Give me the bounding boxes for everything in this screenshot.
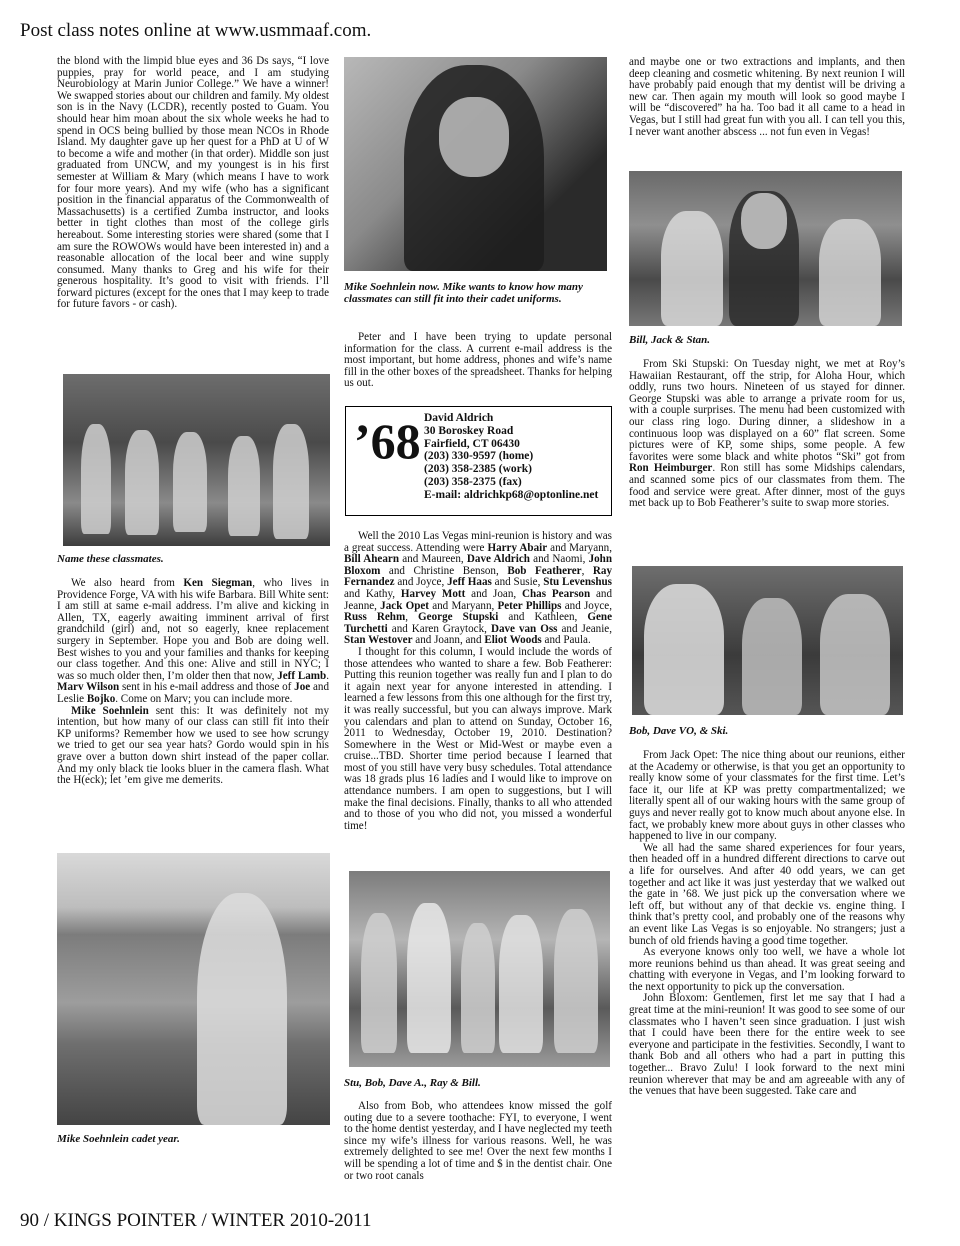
paragraph: From Jack Opet: The nice thing about our reunions, either at the Academy or otherwise, is that you get an opportunity to really know some of your classmates for the first time. Let’s face it, our life at KP was pretty compartmentalized; we literally spent all of our waking hours with the same group of guys and never really got to know much about anyone else. In fact, we probably knew more about guys in other classes who happened to live in our company. <box>629 749 905 843</box>
class-contact-box <box>345 406 612 516</box>
paragraph: and maybe one or two extractions and implants, and then deep cleaning and cosmetic whitening. By next reunion I will have probably paid enough that my dentist will be driving a new car. Then again my mouth will look so good maybe I will be “discovered” ha ha. Too bad it all came to a head in Vegas, but I still had great fun with you all. I can tell you this, I never want another abscess ... not fun even in Vegas! <box>629 56 905 138</box>
class-year: ’68 <box>354 413 421 469</box>
photo-caption: Bill, Jack & Stan. <box>629 334 710 346</box>
column-1-mid-text <box>57 578 329 787</box>
page-footer: 90 / KINGS POINTER / WINTER 2010-2011 <box>20 1210 372 1231</box>
photo-bob-dave-ski <box>632 566 903 715</box>
paragraph: Peter and I have been trying to update personal information for the class. A current e-mail address is the most important, but home address, phones and wife’s name fill in the other boxes of the spreadsheet. Thanks for helping us out. <box>344 331 612 390</box>
paragraph: We all had the same shared experiences for four years, then headed off in a hundred different directions to carve out a life for ourselves. And after 40 odd years, we can get together and act like it was just yesterday that we walked out the gate in ’68. We just pick up the conversation where we left off, but without any of that deckie vs. engine thing. I think that’s pretty cool, and probably one of the reasons why an event like Las Vegas is so enjoyable. No strangers; just a bunch of old friends having a good time together. <box>629 841 905 947</box>
email-address: E-mail: aldrichkp68@optonline.net <box>424 488 599 501</box>
column-2-text-b <box>344 531 612 832</box>
paragraph: John Bloxom: Gentlemen, first let me say that I had a great time at the mini-reunion! It was good to see some of our classmates who I haven’t seen since graduation. I just wish that I could have been there for the entire week to see everyone and participate in the festivities. Secondly, I want to thank Bob and all others who had a part in putting this together... Bravo Zulu! I look forward to the next mini reunion wherever that may be and am agreeable with any of the venues that have been suggested. Take care and <box>629 992 905 1098</box>
photo-caption: Bob, Dave VO, & Ski. <box>629 725 729 737</box>
column-2-text-c <box>344 1101 612 1182</box>
column-1-top-text <box>57 56 329 311</box>
photo-caption: Name these classmates. <box>57 553 164 565</box>
photo-bill-jack-stan <box>629 171 902 326</box>
paragraph: As everyone knows only too well, we have a whole lot more reunions behind us than ahead. It was great seeing and chatting with everyone in Vegas, and I’m looking forward to the next opportunity to pick up the conversation. <box>629 946 905 993</box>
column-3-text-a <box>629 57 905 138</box>
paragraph: We also heard from Ken Siegman, who lives in Providence Forge, VA with his wife Barbara. Bill White sent: I am still at same e-mail address. I’m alive and kicking in Allen, TX, eagerly awaiting imminent arrival of first grandchild (girl) and, not so eagerly, knee replacement surgery in September. Hope you and Bob are doing well. Best wishes to you and your families and thanks for keeping our class together. And this one: Alive and still in NYC; I was so much older then, I’m older then that now, Jeff Lamb. Marv Wilson sent in his e-mail address and those of Joe and Leslie Bojko. Come on Marv; you can include more. <box>57 577 330 705</box>
photo-cadet-year <box>57 853 330 1125</box>
paragraph: the blond with the limpid blue eyes and 36 Ds says, “I love puppies, pray for world peace, and I am studying Neurobiology at Marin Junior College.” We have a winner! We swapped stories about our children and family. My oldest son is in the Navy (LCDR), recently posted to Guam. You should hear him moan about the six whole weeks he had to spend in OCS being bullied by those mean NCOs in Rhode Island. My daughter gave up her quest for a PhD at U of W to become a wife and mother (in that order). Middle son just graduated from UNCW, and my youngest is in his first semester at William & Mary (which means I have to work for four more years). And my wife (who has a significant position in the financial apparatus of the Commonwealth of Massachusetts) is a certified Zumba instructor, and looks better in tight clothes than most of the college girls hereabout. Some interesting stories were shared (some that I am sure the ROWOWs would have been interested in) and a reasonable allocation of the local beer and wine supply consumed. Many thanks to Greg and his wife for their generous hospitality. It’s good to visit with friends. I’ll forward pictures (except for the ones that I may keep to trade for future favors - or cash). <box>57 55 329 311</box>
paragraph: Also from Bob, who attendees know missed the golf outing due to a severe toothache: FYI, to everyone, I went to the home dentist yesterday, and I have neglected my teeth since my wife’s illness for various reasons. Well, he was extremely delighted to see me! Over the next few months I will be spending a lot of time and $ in the dentist chair. One or two root canals <box>344 1100 612 1182</box>
paragraph: Mike Soehnlein sent this: It was definitely not my intention, but how many of our class can still fit into their KP uniforms? Remember how we used to see how scrungy we tried to get our sea year hats? Gordo would spin in his grave over a button down shirt instead of the paper collar. And my only black tie looks bluer in the camera flash. What the H(eck); let ’em give me demerits. <box>57 704 329 787</box>
group-photo-golf <box>349 871 610 1067</box>
photo-mike-now <box>344 57 607 271</box>
class-contact-info: David Aldrich 30 Boroskey Road Fairfield, CT 06430 (203) 330-9597 (home) (203) 358-2385 (work) (203) 358-2375 (fax) E-mail: aldrichkp68@optonline.net <box>424 412 599 501</box>
photo-caption: Stu, Bob, Dave A., Ray & Bill. <box>344 1077 481 1089</box>
photo-caption: Mike Soehnlein now. Mike wants to know how many classmates can still fit into their cadet uniforms. <box>344 281 583 305</box>
paragraph: From Ski Stupski: On Tuesday night, we met at Roy’s Hawaiian Restaurant, off the strip, for Aloha Hour, which oddly, runs two hours. Nineteen of us stayed for dinner. George Stupski was able to arrange a private room for us, with a couple surprises. The menu had been customized with our class ring logo. During dinner, a slideshow in a continuous loop was displayed on a 60” flat screen. Some pictures were of KP, some ships, some people. A few favorites were some black and white photos “Ski” got from Ron Heimburger. Ron still has some Midships calendars, and scanned some pics of our classmates from them. The food and service were great. After dinner, most of the guys met back up to Bob Featherer’s suite to swap more stories. <box>629 358 905 510</box>
column-2-text-a <box>344 332 612 390</box>
paragraph: Well the 2010 Las Vegas mini-reunion is history and was a great success. Attending were Harry Abair and Maryann, Bill Ahearn and Maureen, Dave Aldrich and Naomi, John Bloxom and Christine Benson, Bob Featherer, Ray Fernandez and Joyce, Jeff Haas and Susie, Stu Levenshus and Kathy, Harvey Mott and Joan, Chas Pearson and Jeanne, Jack Opet and Maryann, Peter Phillips and Joyce, Russ Rehm, George Stupski and Kathleen, Gene Turchetti and Karen Graytock, Dave van Oss and Jeanie, Stan Westover and Joann, and Eliot Woods and Paula. <box>344 530 613 647</box>
column-3-text-b <box>629 359 905 510</box>
column-3-text-c <box>629 750 905 1098</box>
page-header-note: Post class notes online at www.usmmaaf.com. <box>20 20 372 41</box>
paragraph: I thought for this column, I would include the words of those attendees who wanted to share a few. Bob Featherer: Putting this reunion together was really fun and I plan to do it again next year for anyone interested in attending. I learned a few lessons from this one although for the first try, it was really successful, but you can always improve. Mark you calendars and plan to attend on Sunday, October 16, 2011 to Wednesday, October 19, 2010. Destination? Somewhere in the West or Mid-West or maybe even a cruise...TBD. Shorter time period because I learned that most of you still have very busy schedules. Total attendance was 18 grads plus 16 ladies and I would like to improve on attendance numbers. I am open to suggestions, but I will make the final decisions. Finally, thanks to all who attended and to those of you who did not, you missed a wonderful time! <box>344 645 612 832</box>
group-photo-classmates <box>63 374 330 546</box>
photo-caption: Mike Soehnlein cadet year. <box>57 1133 180 1145</box>
